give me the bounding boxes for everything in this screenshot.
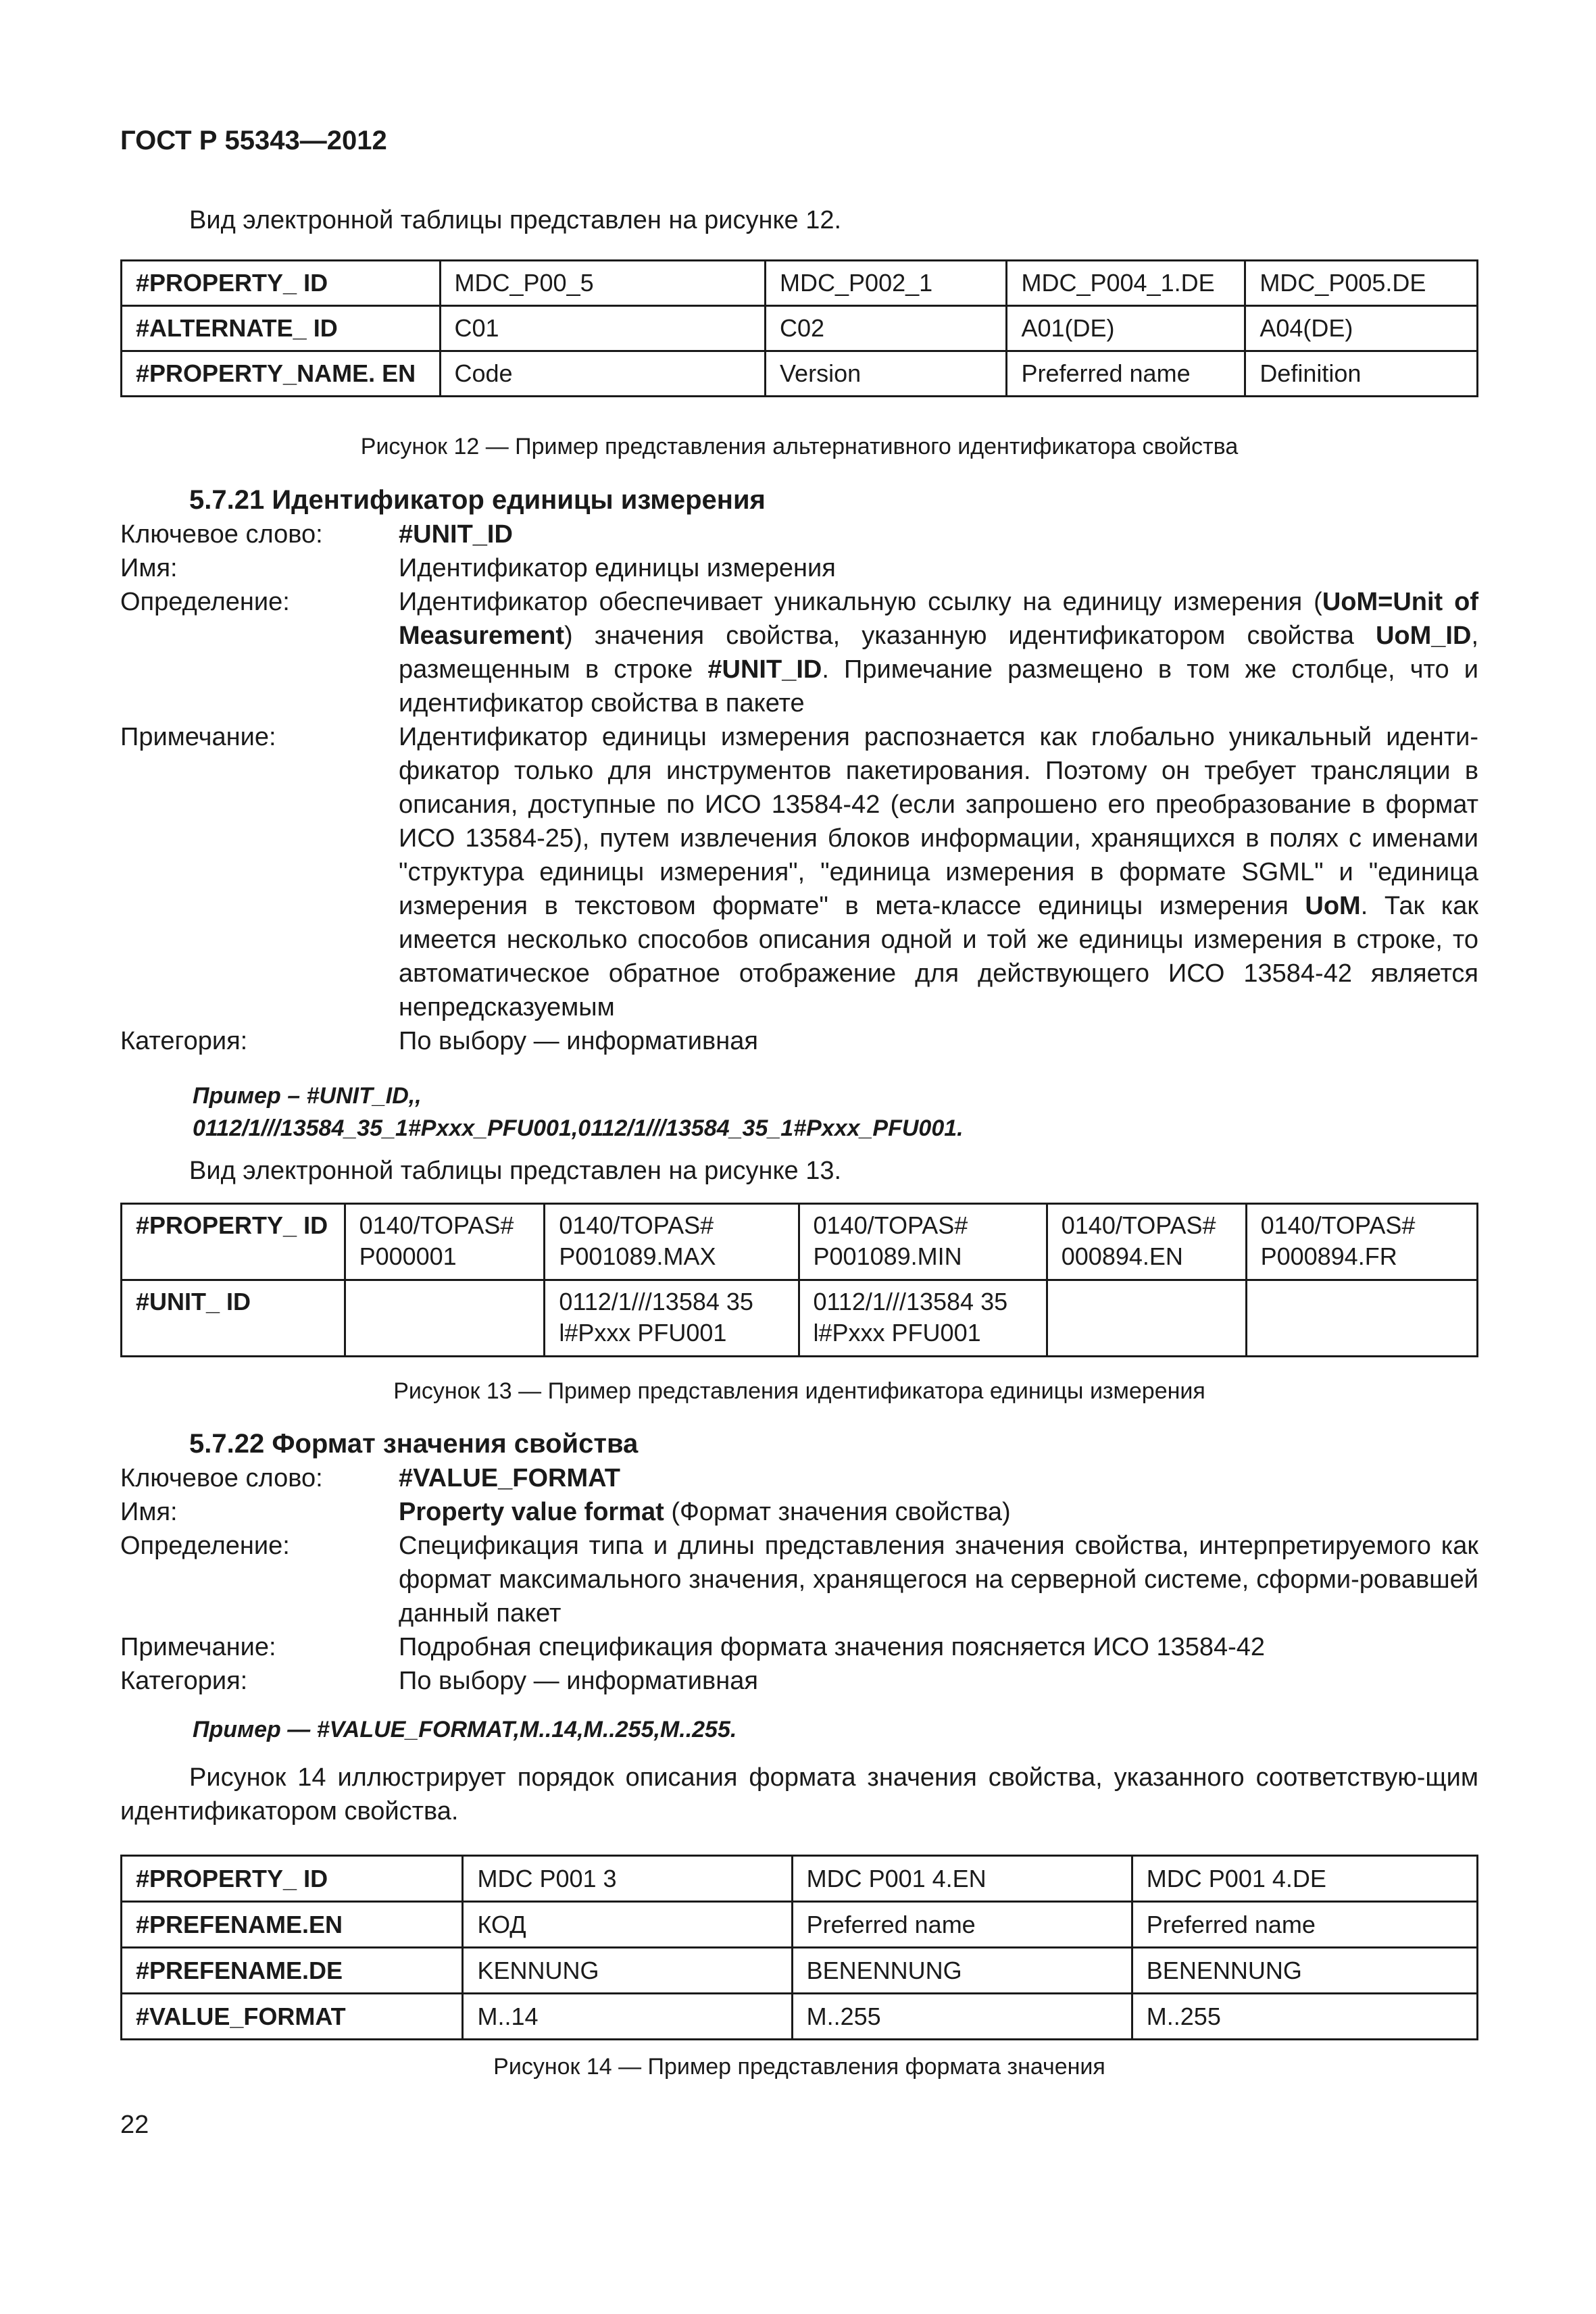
cell-line: 0140/TOPAS# bbox=[1061, 1211, 1216, 1239]
note-label: Примечание: bbox=[120, 723, 276, 751]
intro-figure-13: Вид электронной таблицы представлен на рисунке 13. bbox=[189, 1157, 842, 1185]
definition-text: ) значения свойства, указанную идентификатором свойства bbox=[564, 622, 1376, 650]
table-cell: C01 bbox=[440, 306, 766, 351]
table-cell bbox=[122, 1280, 345, 1357]
cell-line: 0140/TOPAS# bbox=[813, 1211, 968, 1239]
name-text-bold: Property value format bbox=[399, 1498, 664, 1526]
definition-text: , размещенным в строке bbox=[399, 622, 1478, 684]
table-cell: MDC_P002_1 bbox=[766, 261, 1007, 306]
table-cell: MDC P001 4.DE bbox=[1132, 1856, 1477, 1902]
name-row bbox=[120, 551, 1478, 585]
table-row bbox=[122, 1948, 1478, 1994]
intro-figure-12: Вид электронной таблицы представлен на рисунке 12. bbox=[189, 206, 842, 234]
table-cell: MDC_P005.DE bbox=[1245, 261, 1478, 306]
table-figure-12 bbox=[120, 259, 1478, 397]
section-5-7-22-definitions bbox=[120, 1461, 1478, 1698]
table-cell: #VALUE_FORMAT bbox=[122, 1994, 463, 2040]
table-cell: MDC_P00_5 bbox=[440, 261, 766, 306]
name-row bbox=[120, 1495, 1478, 1529]
table-cell bbox=[1047, 1204, 1246, 1280]
note-label: Примечание: bbox=[120, 1633, 276, 1661]
cell-line: 0140/TOPAS# bbox=[359, 1211, 514, 1239]
cell-line: 0112/1///13584 35 bbox=[813, 1288, 1008, 1315]
table-cell: КОД bbox=[463, 1902, 792, 1948]
table-cell: #PROPERTY_NAME. EN bbox=[122, 351, 441, 397]
keyword-value: #VALUE_FORMAT bbox=[399, 1464, 620, 1492]
table-cell: M..255 bbox=[792, 1994, 1132, 2040]
section-5-7-22-title: 5.7.22 Формат значения свойства bbox=[189, 1429, 639, 1459]
cell-line: 0112/1///13584 35 bbox=[559, 1288, 753, 1315]
name-label: Имя: bbox=[120, 1498, 178, 1526]
page-number: 22 bbox=[120, 2111, 149, 2139]
section-5-7-21-title: 5.7.21 Идентификатор единицы измерения bbox=[189, 485, 766, 515]
definition-text-bold: #UNIT_ID bbox=[707, 655, 822, 684]
table-cell: C02 bbox=[766, 306, 1007, 351]
intro-figure-14: Рисунок 14 иллюстрирует порядок описания формата значения свойства, указанного соответствую-щим идентификатором свойства. bbox=[120, 1763, 1478, 1826]
example-unit-id bbox=[193, 1080, 964, 1145]
table-row bbox=[122, 306, 1478, 351]
table-cell: M..14 bbox=[463, 1994, 792, 2040]
table-cell bbox=[1246, 1204, 1477, 1280]
category-value: По выбору — информативная bbox=[399, 1027, 758, 1055]
note-text: . Так как имеется несколько способов описания одной и той же единицы измерения в строке, то автоматическое обратное отображение для действующего ИСО 13584-42 является непредсказуемым bbox=[399, 892, 1479, 1022]
table-row bbox=[122, 1280, 1478, 1357]
category-label: Категория: bbox=[120, 1667, 248, 1695]
note-text: Идентификатор единицы измерения распознается как глобально уникальный иденти-фикатор только для инструментов пакетирования. Поэтому он требует трансляции в описания, доступные по ИСО 13584-42 (если запрошено его преобразование в формат ИСО 13584-25), путем извлечения блоков информации, хранящихся в полях с именами "структура единицы измерения", "единица измерения в формате SGML" и "единица измерения в текстовом формате" в мета-классе единицы измерения bbox=[399, 723, 1478, 920]
table-cell: #PREFENAME.DE bbox=[122, 1948, 463, 1994]
cell-line: #PROPERTY_ ID bbox=[136, 1211, 328, 1239]
example-value-format: Пример — #VALUE_FORMAT,M..14,M..255,M..255. bbox=[193, 1717, 737, 1742]
definition-text: . Примечание размещено в том же столбце, что и идентификатор свойства в пакете bbox=[399, 655, 1479, 718]
cell-line: l#Pxxx PFU001 bbox=[813, 1319, 981, 1347]
cell-line: P000894.FR bbox=[1260, 1242, 1397, 1270]
table-cell bbox=[799, 1204, 1047, 1280]
table-cell bbox=[1246, 1280, 1477, 1357]
note-row bbox=[120, 1630, 1478, 1664]
example-line: 0112/1///13584_35_1#Pxxx_PFU001,0112/1///13584_35_1#Pxxx_PFU001. bbox=[193, 1115, 964, 1141]
keyword-label: Ключевое слово: bbox=[120, 520, 323, 549]
figure-13-caption: Рисунок 13 — Пример представления идентификатора единицы измерения bbox=[393, 1378, 1205, 1404]
name-text: (Формат значения свойства) bbox=[664, 1498, 1011, 1526]
table-cell: MDC P001 3 bbox=[463, 1856, 792, 1902]
table-row bbox=[122, 351, 1478, 397]
table-cell bbox=[545, 1280, 799, 1357]
table-cell: KENNUNG bbox=[463, 1948, 792, 1994]
category-label: Категория: bbox=[120, 1027, 248, 1055]
note-value: Подробная спецификация формата значения поясняется ИСО 13584-42 bbox=[399, 1633, 1266, 1661]
name-value: Идентификатор единицы измерения bbox=[399, 554, 836, 582]
table-cell bbox=[345, 1280, 545, 1357]
table-row bbox=[122, 1856, 1478, 1902]
table-cell: M..255 bbox=[1132, 1994, 1477, 2040]
note-row bbox=[120, 720, 1478, 1024]
table-cell: A04(DE) bbox=[1245, 306, 1478, 351]
table-cell: #PROPERTY_ ID bbox=[122, 261, 441, 306]
table-cell bbox=[345, 1204, 545, 1280]
definition-value bbox=[399, 585, 1478, 720]
definition-text-bold: UoM=Unit of Measurement bbox=[399, 588, 1478, 650]
table-cell bbox=[122, 1204, 345, 1280]
table-cell: Preferred name bbox=[1132, 1902, 1477, 1948]
table-cell: Preferred name bbox=[1007, 351, 1245, 397]
table-cell: Version bbox=[766, 351, 1007, 397]
name-value bbox=[399, 1495, 1478, 1529]
cell-line: 0140/TOPAS# bbox=[559, 1211, 714, 1239]
table-cell: A01(DE) bbox=[1007, 306, 1245, 351]
keyword-row bbox=[120, 518, 1478, 551]
example-line: Пример – #UNIT_ID,, bbox=[193, 1083, 422, 1109]
table-cell: BENENNUNG bbox=[792, 1948, 1132, 1994]
cell-line: 0140/TOPAS# bbox=[1260, 1211, 1416, 1239]
cell-line: P001089.MAX bbox=[559, 1242, 716, 1270]
table-cell bbox=[799, 1280, 1047, 1357]
figure-12-caption: Рисунок 12 — Пример представления альтернативного идентификатора свойства bbox=[360, 434, 1239, 459]
table-cell: #PROPERTY_ ID bbox=[122, 1856, 463, 1902]
keyword-row bbox=[120, 1461, 1478, 1495]
definition-label: Определение: bbox=[120, 588, 290, 616]
definition-text-bold: UoM_ID bbox=[1375, 622, 1472, 650]
table-figure-13 bbox=[120, 1203, 1478, 1357]
table-figure-14 bbox=[120, 1855, 1478, 2040]
table-cell: Preferred name bbox=[792, 1902, 1132, 1948]
definition-value: Спецификация типа и длины представления значения свойства, интерпретируемого как формат максимального значения, хранящегося на серверной системе, сформи-ровавшей данный пакет bbox=[399, 1532, 1478, 1628]
cell-line: P000001 bbox=[359, 1242, 457, 1270]
table-row bbox=[122, 1204, 1478, 1280]
category-value: По выбору — информативная bbox=[399, 1667, 758, 1695]
table-row bbox=[122, 261, 1478, 306]
definition-text: Идентификатор обеспечивает уникальную ссылку на единицу измерения ( bbox=[399, 588, 1322, 616]
table-cell: MDC_P004_1.DE bbox=[1007, 261, 1245, 306]
keyword-label: Ключевое слово: bbox=[120, 1464, 323, 1492]
table-cell: BENENNUNG bbox=[1132, 1948, 1477, 1994]
section-5-7-21-definitions bbox=[120, 518, 1478, 1058]
figure-14-caption: Рисунок 14 — Пример представления формата значения bbox=[493, 2054, 1105, 2080]
table-cell bbox=[545, 1204, 799, 1280]
name-label: Имя: bbox=[120, 554, 178, 582]
category-row bbox=[120, 1024, 1478, 1058]
cell-line: 000894.EN bbox=[1061, 1242, 1183, 1270]
document-header: ГОСТ Р 55343—2012 bbox=[120, 126, 387, 155]
table-cell: Code bbox=[440, 351, 766, 397]
table-cell: Definition bbox=[1245, 351, 1478, 397]
definition-row bbox=[120, 1529, 1478, 1630]
table-row bbox=[122, 1994, 1478, 2040]
table-cell: #ALTERNATE_ ID bbox=[122, 306, 441, 351]
table-cell bbox=[1047, 1280, 1246, 1357]
definition-row bbox=[120, 585, 1478, 720]
table-cell: MDC P001 4.EN bbox=[792, 1856, 1132, 1902]
note-text-bold: UoM bbox=[1305, 892, 1361, 920]
cell-line: l#Pxxx PFU001 bbox=[559, 1319, 727, 1347]
definition-label: Определение: bbox=[120, 1532, 290, 1560]
category-row bbox=[120, 1664, 1478, 1698]
table-cell: #PREFENAME.EN bbox=[122, 1902, 463, 1948]
cell-line: P001089.MIN bbox=[813, 1242, 962, 1270]
table-row bbox=[122, 1902, 1478, 1948]
cell-line: #UNIT_ ID bbox=[136, 1288, 251, 1315]
keyword-value: #UNIT_ID bbox=[399, 520, 513, 549]
note-value bbox=[399, 720, 1478, 1024]
